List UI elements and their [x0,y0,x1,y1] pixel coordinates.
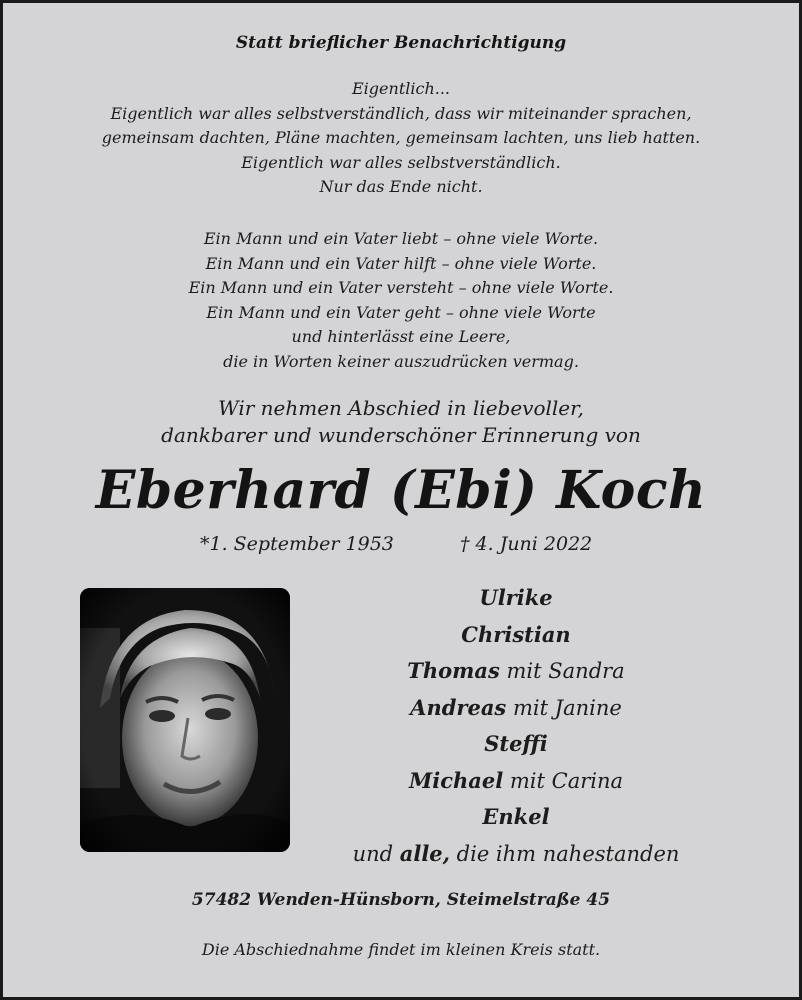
poem-line: Eigentlich war alles selbstverständlich. [241,152,561,172]
poem-stanza-1 [0,77,802,200]
family-member [300,690,732,727]
closing-prefix: und [352,841,400,866]
family-member-partner: mit Carina [503,768,624,793]
family-member-name: Andreas [410,694,507,720]
poem-line: und hinterlässt eine Leere, [291,327,511,346]
family-member-name: Ulrike [479,585,553,610]
family-member [300,799,732,836]
family-list [300,580,732,872]
portrait-image [80,588,290,852]
portrait-photo [80,588,290,852]
poem-line: Nur das Ende nicht. [319,177,483,196]
poem-line: gemeinsam dachten, Pläne machten, gemeinsam lachten, uns lieb hatten. [101,128,701,147]
family-member-name: Michael [408,767,504,793]
family-address: 57482 Wenden-Hünsborn, Steimelstraße 45 [191,890,611,910]
family-member-name: Thomas [407,658,500,683]
closing-emphasis: alle, [399,840,450,866]
poem-line: Ein Mann und ein Vater versteht – ohne viele Worte. [188,278,614,297]
family-member [300,653,732,690]
intro-line: dankbarer und wunderschöner Erinnerung von [161,423,641,447]
poem-line: Eigentlich... [352,79,450,98]
deceased-name: Eberhard (Ebi) Koch [95,460,707,521]
poem-stanza-2 [0,227,802,374]
poem-line: die in Worten keiner auszudrücken vermag. [223,351,579,371]
poem-line: Ein Mann und ein Vater hilft – ohne viele Worte. [205,253,597,273]
death-date: † 4. Juni 2022 [460,533,593,555]
family-member [300,617,732,654]
family-member-name: Steffi [484,731,548,756]
closing-suffix: die ihm nahestanden [449,841,680,866]
family-member [300,580,732,617]
family-member-name: Christian [461,621,571,647]
poem-line: Ein Mann und ein Vater geht – ohne viele Worte [206,302,596,322]
poem-line: Ein Mann und ein Vater liebt – ohne viele Worte. [203,229,599,248]
poem-line: Eigentlich war alles selbstverständlich, dass wir miteinander sprachen, [110,103,692,123]
farewell-note: Die Abschiednahme findet im kleinen Kreis statt. [201,940,601,959]
notice-header: Statt brieflicher Benachrichtigung [235,33,567,53]
family-member-partner: mit Janine [506,695,622,720]
birth-date: *1. September 1953 [200,533,394,555]
family-member-name: Enkel [482,804,550,829]
intro-line: Wir nehmen Abschied in liebevoller, [218,396,584,420]
family-member [300,726,732,763]
farewell-intro [0,395,802,449]
family-closing-line [300,836,732,873]
family-member [300,763,732,800]
family-member-partner: mit Sandra [499,659,625,683]
